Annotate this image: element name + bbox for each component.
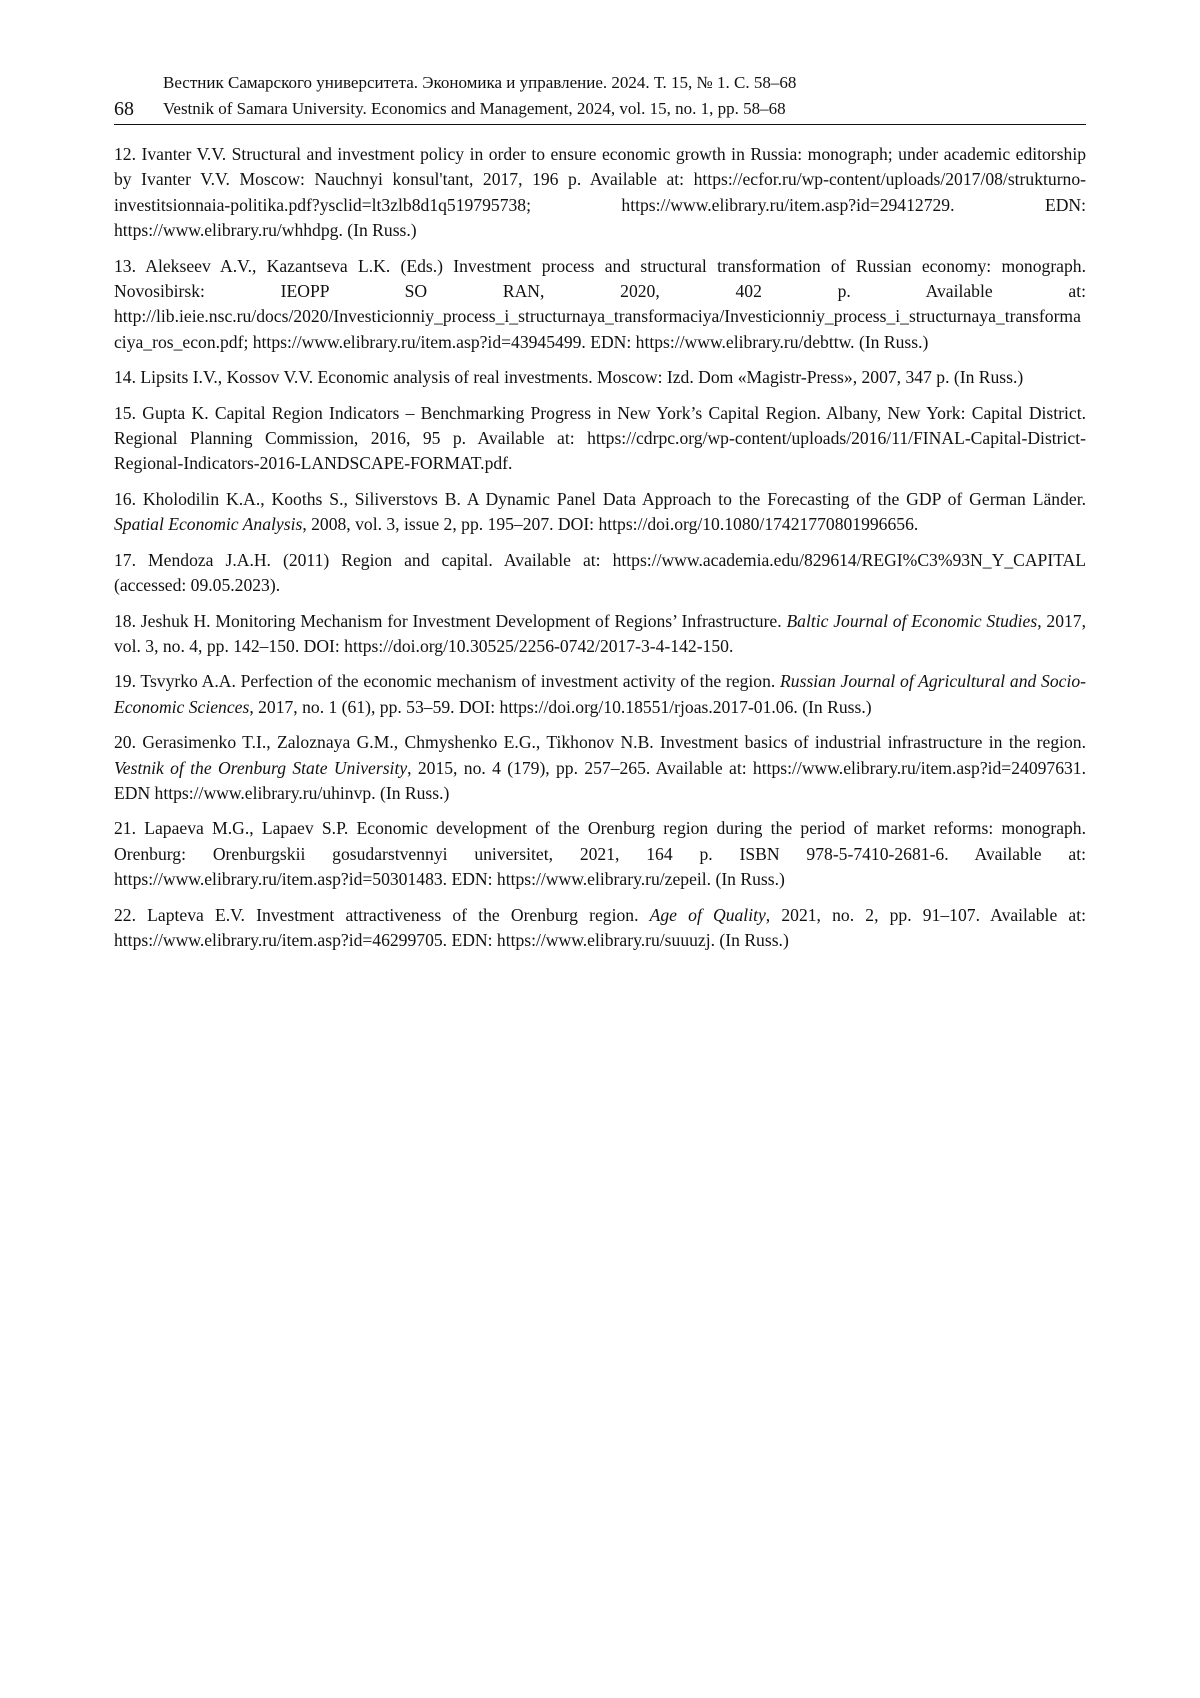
journal-citation-en: Vestnik of Samara University. Economics and Management, 2024, vol. 15, no. 1, pp. 58–68 — [163, 96, 1063, 122]
reference-item — [114, 816, 1086, 892]
running-header — [114, 70, 1086, 125]
reference-details: , 2017, vol. 3, no. 4, pp. 142–150. DOI: https://doi.org/10.30525/2256-0742/2017-3-4-142-150. — [114, 611, 1086, 656]
reference-details: , 2015, no. 4 (179), pp. 257–265. Available at: https://www.elibrary.ru/item.asp?id=24097631. EDN https://www.elibrary.ru/uhinvp. (In Russ.) — [114, 758, 1086, 803]
reference-item — [114, 401, 1086, 477]
reference-text: 21. Lapaeva M.G., Lapaev S.P. Economic development of the Orenburg region during the period of market reforms: monograph. Orenburg: Orenburgskii gosudarstvennyi universitet, 2021, 164 p. ISBN 978-5-7410-2681-6. Available at: https://www.elibrary.ru/item.asp?id=50301483. EDN: https://www.elibrary.ru/zepeil. (In Russ.) — [114, 818, 1086, 889]
reference-details: , 2008, vol. 3, issue 2, pp. 195–207. DOI: https://doi.org/10.1080/17421770801996656. — [302, 514, 918, 534]
reference-item — [114, 730, 1086, 806]
journal-title: Vestnik of the Orenburg State University — [114, 758, 407, 778]
journal-title: Baltic Journal of Economic Studies — [786, 611, 1037, 631]
reference-item — [114, 365, 1086, 390]
reference-text: 18. Jeshuk H. Monitoring Mechanism for Investment Development of Regions’ Infrastructure. — [114, 611, 786, 631]
reference-item — [114, 548, 1086, 599]
journal-title: Spatial Economic Analysis — [114, 514, 302, 534]
reference-text: 16. Kholodilin K.A., Kooths S., Siliverstovs B. A Dynamic Panel Data Approach to the Forecasting of the GDP of German Länder. — [114, 489, 1086, 509]
document-page — [0, 0, 1200, 1698]
journal-title: Russian Journal of Agricultural and Socio-Economic Sciences — [114, 671, 1086, 716]
reference-item — [114, 609, 1086, 660]
reference-item — [114, 669, 1086, 720]
reference-list — [114, 142, 1086, 963]
reference-item — [114, 142, 1086, 244]
reference-details: , 2017, no. 1 (61), pp. 53–59. DOI: https://doi.org/10.18551/rjoas.2017-01.06. (In Russ.) — [249, 697, 871, 717]
reference-text: 17. Mendoza J.A.H. (2011) Region and capital. Available at: https://www.academia.edu/829614/REGI%C3%93N_Y_CAPITAL (accessed: 09.05.2023). — [114, 550, 1086, 595]
reference-text: 15. Gupta K. Capital Region Indicators – Benchmarking Progress in New York’s Capital Region. Albany, New York: Capital District. Regional Planning Commission, 2016, 95 p. Available at: https://cdrpc.org/wp-content/uploads/2016/11/FINAL-Capital-District-Regional-Indicators-2016-LANDSCAPE-FORMAT.pdf. — [114, 403, 1086, 474]
journal-title: Age of Quality — [650, 905, 766, 925]
reference-text: 22. Lapteva E.V. Investment attractiveness of the Orenburg region. — [114, 905, 650, 925]
journal-citation-ru: Вестник Самарского университета. Экономика и управление. 2024. Т. 15, № 1. С. 58–68 — [163, 70, 1063, 96]
reference-text: 14. Lipsits I.V., Kossov V.V. Economic analysis of real investments. Moscow: Izd. Dom «Magistr-Press», 2007, 347 p. (In Russ.) — [114, 367, 1023, 387]
reference-text: 19. Tsvyrko A.A. Perfection of the economic mechanism of investment activity of the region. — [114, 671, 780, 691]
reference-text: 20. Gerasimenko T.I., Zaloznaya G.M., Chmyshenko E.G., Tikhonov N.B. Investment basics of industrial infrastructure in the region. — [114, 732, 1086, 752]
page-number: 68 — [114, 97, 134, 121]
reference-details: , 2021, no. 2, pp. 91–107. Available at: https://www.elibrary.ru/item.asp?id=46299705. EDN: https://www.elibrary.ru/suuuzj. (In Russ.) — [114, 905, 1086, 950]
reference-item — [114, 254, 1086, 356]
reference-text: 12. Ivanter V.V. Structural and investment policy in order to ensure economic growth in Russia: monograph; under academic editorship by Ivanter V.V. Moscow: Nauchnyi konsul'tant, 2017, 196 p. Available at: https://ecfor.ru/wp-content/uploads/2017/08/strukturno-investitsionnaia-politika.pdf?ysclid=lt3zlb8d1q519795738; https://www.elibrary.ru/item.asp?id=29412729. EDN: https://www.elibrary.ru/whhdpg. (In Russ.) — [114, 144, 1086, 240]
reference-item — [114, 487, 1086, 538]
reference-item — [114, 903, 1086, 954]
journal-citation — [163, 70, 1063, 122]
reference-text: 13. Alekseev A.V., Kazantseva L.K. (Eds.) Investment process and structural transformation of Russian economy: monograph. Novosibirsk: IEOPP SO RAN, 2020, 402 p. Available at: http://lib.ieie.nsc.ru/docs/2020/Investicionniy_process_i_structurnaya_transformaciya/Investicionniy_process_i_structurnaya_transformaciya_ros_econ.pdf; https://www.elibrary.ru/item.asp?id=43945499. EDN: https://www.elibrary.ru/debttw. (In Russ.) — [114, 256, 1086, 352]
